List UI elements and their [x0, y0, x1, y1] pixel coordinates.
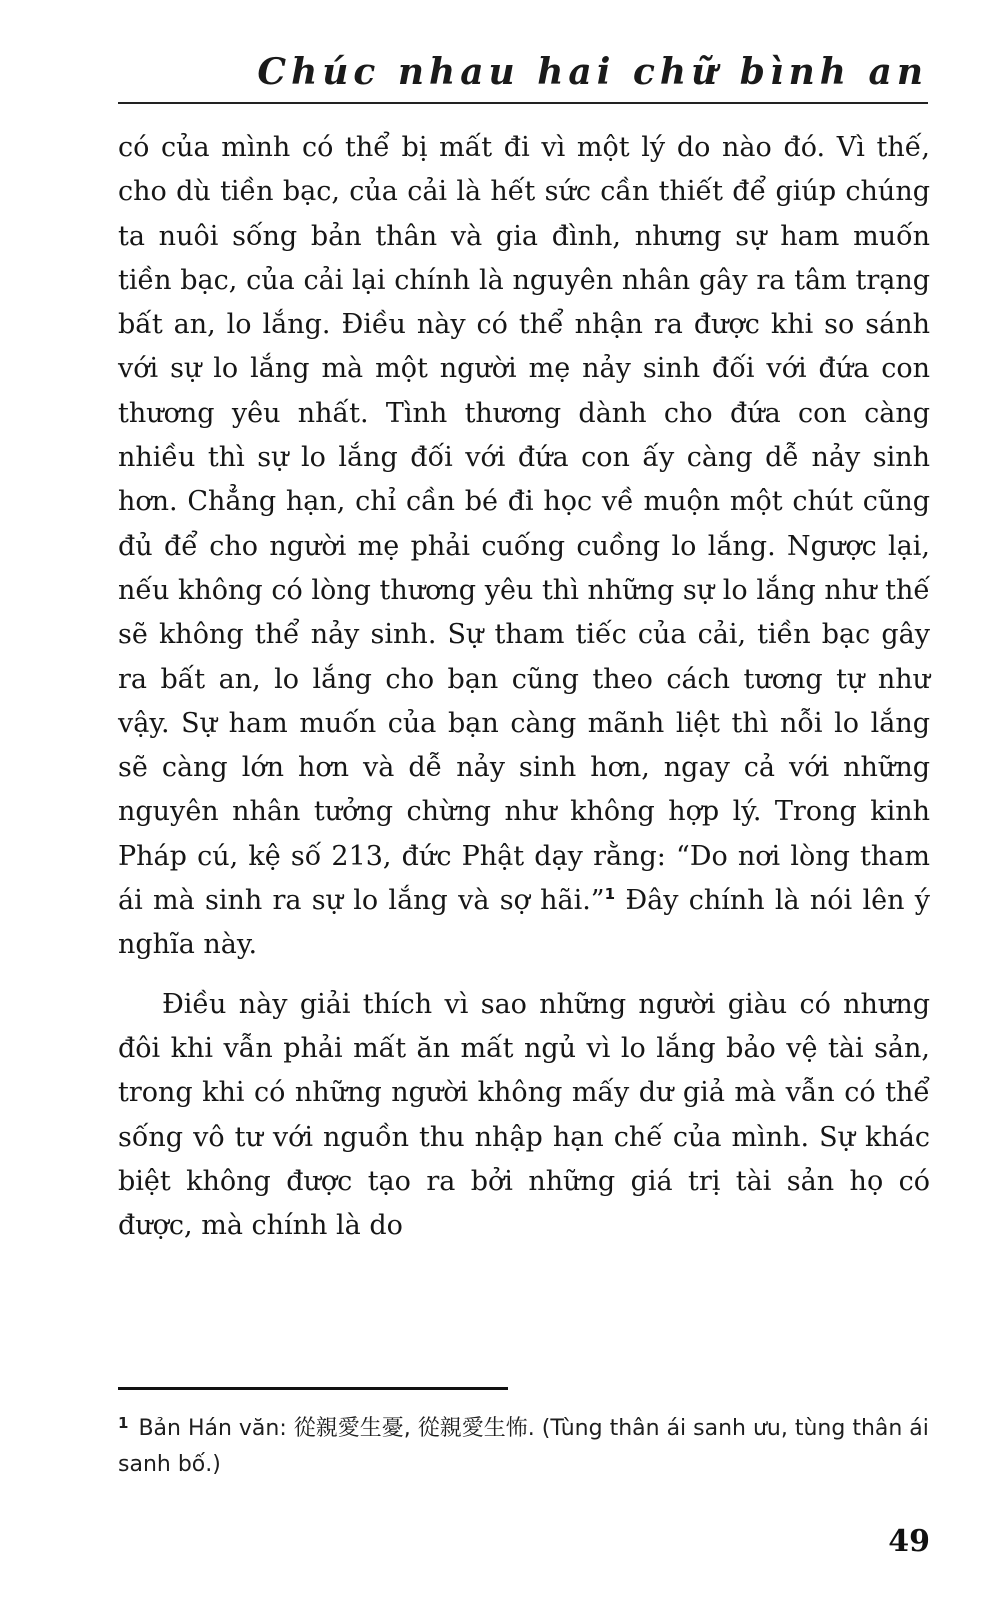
footnote [118, 1405, 930, 1483]
footnote-divider [118, 1387, 508, 1390]
paragraph-1-text: có của mình có thể bị mất đi vì một lý do nào đó. Vì thế, cho dù tiền bạc, của cải là hết sức cần thiết để giúp chúng ta nuôi sống bản thân và gia đình, nhưng sự ham muốn tiền bạc, của cải lại chính là nguyên nhân gây ra tâm trạng bất an, lo lắng. Điều này có thể nhận ra được khi so sánh với sự lo lắng mà một người mẹ nảy sinh đối với đứa con thương yêu nhất. Tình thương dành cho đứa con càng nhiều thì sự lo lắng đối với đứa con ấy càng dễ nảy sinh hơn. Chẳng hạn, chỉ cần bé đi học về muộn một chút cũng đủ để cho người mẹ phải cuống cuồng lo lắng. Ngược lại, nếu không có lòng thương yêu thì những sự lo lắng như thế sẽ không thể nảy sinh. Sự tham tiếc của cải, tiền bạc gây ra bất an, lo lắng cho bạn cũng theo cách tương tự như vậy. Sự ham muốn của bạn càng mãnh liệt thì nỗi lo lắng sẽ càng lớn hơn và dễ nảy sinh hơn, ngay cả với những nguyên nhân tưởng chừng như không hợp lý. Trong kinh Pháp cú, kệ số 213, đức Phật dạy rằng: “Do nơi lòng tham ái mà sinh ra sự lo lắng và sợ hãi.” [118, 132, 930, 917]
body-text [118, 126, 930, 1248]
page-number: 49 [888, 1524, 930, 1559]
footnote-number: 1 [118, 1414, 129, 1432]
footnote-reference[interactable]: 1 [604, 885, 616, 904]
running-title: Chúc nhau hai chữ bình an [257, 51, 928, 93]
paragraph-1 [118, 126, 930, 968]
footnote-text: Bản Hán văn: 從親愛生憂, 從親愛生怖. (Tùng thân ái sanh ưu, tùng thân ái sanh bố.) [118, 1416, 929, 1477]
paragraph-1-tail: Đây chính là nói lên ý nghĩa này. [118, 885, 930, 961]
running-header [118, 44, 928, 104]
paragraph-2: Điều này giải thích vì sao những người giàu có nhưng đôi khi vẫn phải mất ăn mất ngủ vì lo lắng bảo vệ tài sản, trong khi có những người không mấy dư giả mà vẫn có thể sống vô tư với nguồn thu nhập hạn chế của mình. Sự khác biệt không được tạo ra bởi những giá trị tài sản họ có được, mà chính là do [118, 988, 930, 1242]
